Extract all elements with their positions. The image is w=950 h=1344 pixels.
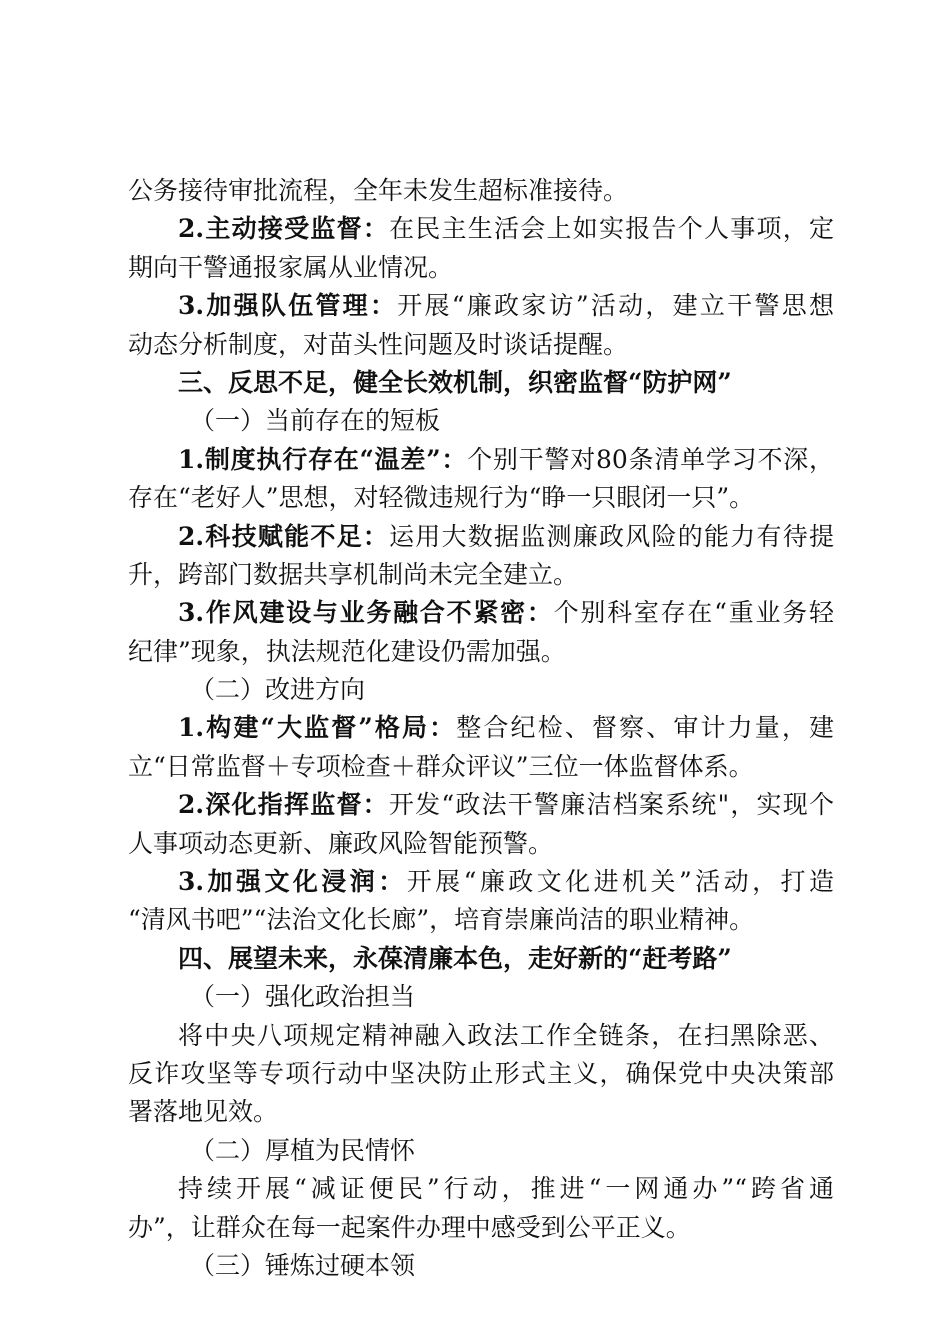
- paragraph-line: [128, 709, 834, 747]
- paragraph-line: [128, 287, 834, 325]
- text: 开展“廉政文化进机关”活动，打造: [406, 867, 834, 897]
- text: 办”，让群众在每一起案件办理中感受到公平正义。: [128, 1212, 691, 1242]
- text: 人事项动态更新、廉政风险智能预警。: [128, 828, 554, 858]
- paragraph-line: [128, 249, 834, 287]
- text: 动态分析制度，对苗头性问题及时谈话提醒。: [128, 329, 629, 359]
- text: “清风书吧”“法治文化长廊”，培育崇廉尚洁的职业精神。: [128, 905, 755, 935]
- paragraph-line: [128, 556, 834, 594]
- paragraph-line: [128, 1170, 834, 1208]
- text: 署落地见效。: [128, 1097, 279, 1127]
- text: 期向干警通报家属从业情况。: [128, 252, 454, 282]
- paragraph-line: [128, 863, 834, 901]
- text: 反诈攻坚等专项行动中坚决防止形式主义，确保党中央决策部: [128, 1058, 834, 1088]
- text: （三）锤炼过硬本领: [190, 1250, 416, 1280]
- subsection-heading: [128, 671, 834, 709]
- subsection-heading: [128, 402, 834, 440]
- text: 持续开展“减证便民”行动，推进“一网通办”“跨省通: [178, 1174, 834, 1204]
- text: 运用大数据监测廉政风险的能力有待提: [389, 521, 834, 551]
- text: 个别科室存在“重业务轻: [553, 598, 834, 628]
- paragraph-line: [128, 1209, 834, 1247]
- paragraph-line: [128, 901, 834, 939]
- paragraph-line: [128, 1017, 834, 1055]
- text: 公务接待审批流程，全年未发生超标准接待。: [128, 176, 629, 205]
- paragraph-line: [128, 1055, 834, 1093]
- section-heading: [128, 940, 834, 978]
- paragraph-line: [128, 786, 834, 824]
- item-title: 2.主动接受监督：: [178, 214, 390, 244]
- document-body: [128, 172, 834, 1285]
- text: 开展“廉政家访”活动，建立干警思想: [397, 291, 834, 321]
- text: 四、展望未来，永葆清廉本色，走好新的“赶考路”: [178, 943, 732, 973]
- paragraph-line: [128, 748, 834, 786]
- paragraph-line: [128, 172, 834, 210]
- text: （二）厚植为民情怀: [190, 1135, 416, 1165]
- text: 三、反思不足，健全长效机制，织密监督“防护网”: [178, 367, 732, 397]
- paragraph-line: [128, 594, 834, 632]
- item-title: 2.深化指挥监督：: [178, 790, 389, 820]
- paragraph-line: [128, 518, 834, 556]
- item-title: 3.作风建设与业务融合不紧密：: [178, 598, 554, 628]
- text: （二）改进方向: [190, 675, 366, 705]
- text: 升，跨部门数据共享机制尚未完全建立。: [128, 559, 579, 589]
- text: 在民主生活会上如实报告个人事项，定: [389, 214, 834, 244]
- text: 个别干警对80条清单学习不深，: [467, 444, 834, 474]
- item-title: 1.制度执行存在“温差”：: [178, 444, 468, 474]
- text: 开发“政法干警廉洁档案系统"，实现个: [388, 790, 835, 820]
- item-title: 1.构建“大监督”格局：: [178, 713, 457, 743]
- paragraph-line: [128, 825, 834, 863]
- text: （一）强化政治担当: [190, 982, 416, 1012]
- item-title: 3.加强队伍管理：: [178, 291, 398, 321]
- text: 将中央八项规定精神融入政法工作全链条，在扫黑除恶、: [178, 1020, 834, 1050]
- subsection-heading: [128, 978, 834, 1016]
- subsection-heading: [128, 1132, 834, 1170]
- paragraph-line: [128, 633, 834, 671]
- paragraph-line: [128, 479, 834, 517]
- paragraph-line: [128, 326, 834, 364]
- section-heading: [128, 364, 834, 402]
- paragraph-line: [128, 441, 834, 479]
- text: （一）当前存在的短板: [190, 406, 441, 436]
- paragraph-line: [128, 210, 834, 248]
- subsection-heading: [128, 1247, 834, 1285]
- text: 整合纪检、督察、审计力量，建: [456, 713, 834, 743]
- item-title: 3.加强文化浸润：: [178, 867, 407, 897]
- text: 立“日常监督＋专项检查＋群众评议”三位一体监督体系。: [128, 751, 754, 781]
- text: 存在“老好人”思想，对轻微违规行为“睁一只眼闭一只”。: [128, 483, 755, 513]
- paragraph-line: [128, 1093, 834, 1131]
- item-title: 2.科技赋能不足：: [178, 521, 390, 551]
- text: 纪律”现象，执法规范化建设仍需加强。: [128, 636, 566, 666]
